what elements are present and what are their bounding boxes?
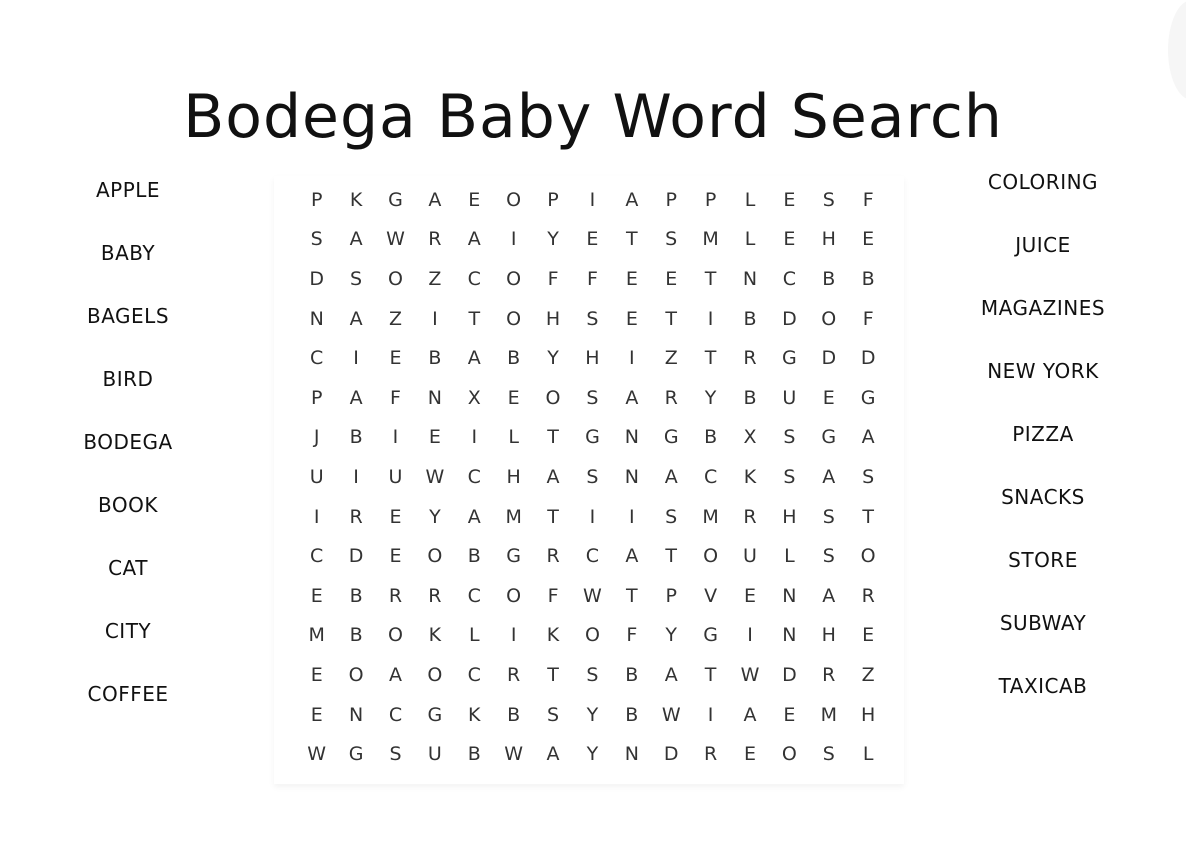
- grid-letter-cell[interactable]: A: [861, 426, 875, 449]
- grid-letter-cell[interactable]: G: [388, 188, 403, 211]
- grid-letter-cell[interactable]: R: [507, 663, 521, 686]
- grid-letter-cell[interactable]: B: [704, 426, 718, 449]
- grid-letter-cell[interactable]: U: [309, 465, 324, 488]
- grid-letter-cell[interactable]: O: [348, 663, 364, 686]
- grid-letter-cell[interactable]: N: [782, 624, 797, 647]
- grid-letter-cell[interactable]: E: [389, 347, 402, 370]
- word-list-item-left: BAGELS: [86, 304, 170, 328]
- grid-letter-cell[interactable]: T: [704, 663, 717, 686]
- grid-letter-cell[interactable]: Z: [664, 347, 678, 370]
- grid-letter-cell[interactable]: S: [310, 228, 323, 251]
- grid-letter-cell[interactable]: L: [784, 545, 795, 568]
- grid-letter-cell[interactable]: W: [583, 584, 602, 607]
- grid-letter-cell[interactable]: T: [547, 505, 559, 528]
- grid-letter-cell[interactable]: S: [783, 426, 796, 449]
- grid-letter-cell[interactable]: D: [348, 545, 364, 568]
- grid-letter-cell[interactable]: E: [507, 386, 520, 409]
- grid-letter-cell[interactable]: O: [387, 267, 403, 290]
- grid-letter-cell[interactable]: B: [349, 584, 363, 607]
- grid-letter-cell[interactable]: S: [862, 465, 875, 488]
- grid-letter-cell[interactable]: O: [584, 624, 600, 647]
- grid-letter-cell[interactable]: Z: [861, 663, 875, 686]
- grid-letter-cell[interactable]: E: [743, 743, 756, 766]
- grid-letter-cell[interactable]: W: [504, 743, 524, 766]
- grid-letter-cell[interactable]: M: [702, 505, 719, 528]
- grid-letter-cell[interactable]: E: [822, 386, 835, 409]
- grid-letter-cell[interactable]: U: [743, 545, 757, 568]
- grid-letter-cell[interactable]: M: [505, 505, 522, 528]
- grid-letter-cell[interactable]: A: [546, 743, 560, 766]
- grid-letter-cell[interactable]: A: [625, 386, 639, 409]
- grid-letter-cell[interactable]: Y: [704, 386, 717, 409]
- grid-letter-cell[interactable]: B: [625, 663, 639, 686]
- grid-letter-cell[interactable]: A: [743, 703, 757, 726]
- grid-letter-cell[interactable]: N: [624, 743, 639, 766]
- grid-letter-cell[interactable]: Y: [547, 228, 559, 251]
- grid-letter-cell[interactable]: B: [625, 703, 639, 726]
- grid-letter-cell[interactable]: E: [665, 267, 678, 290]
- grid-letter-cell[interactable]: A: [388, 663, 402, 686]
- grid-letter-cell[interactable]: E: [310, 584, 323, 607]
- grid-letter-cell[interactable]: B: [743, 386, 757, 409]
- grid-letter-cell[interactable]: R: [428, 584, 442, 607]
- grid-letter-cell[interactable]: L: [744, 228, 756, 251]
- page-title: Bodega Baby Word Search: [183, 82, 1003, 153]
- grid-letter-cell[interactable]: P: [547, 188, 559, 211]
- grid-letter-cell[interactable]: D: [309, 267, 325, 290]
- grid-letter-cell[interactable]: O: [427, 663, 443, 686]
- word-list-item-right: STORE: [1008, 548, 1078, 572]
- word-list-item-left: CAT: [108, 556, 148, 580]
- grid-letter-cell[interactable]: Y: [547, 347, 559, 370]
- grid-letter-cell[interactable]: A: [349, 386, 363, 409]
- word-list-item-left: BIRD: [102, 367, 154, 391]
- grid-letter-cell[interactable]: F: [626, 624, 638, 647]
- grid-letter-cell[interactable]: Y: [665, 624, 678, 647]
- grid-letter-cell[interactable]: M: [308, 624, 325, 647]
- grid-letter-cell[interactable]: D: [782, 663, 797, 686]
- grid-letter-cell[interactable]: H: [585, 347, 600, 370]
- grid-letter-cell[interactable]: N: [427, 386, 442, 409]
- grid-letter-cell[interactable]: C: [310, 545, 324, 568]
- word-list-item-right: SNACKS: [1001, 485, 1085, 509]
- grid-letter-cell[interactable]: S: [350, 267, 363, 290]
- grid-letter-cell[interactable]: T: [665, 545, 678, 568]
- grid-letter-cell[interactable]: L: [468, 624, 480, 647]
- grid-letter-cell[interactable]: W: [425, 465, 445, 488]
- grid-letter-cell[interactable]: S: [586, 663, 599, 686]
- grid-letter-cell[interactable]: Z: [388, 307, 402, 330]
- grid-letter-cell[interactable]: F: [390, 386, 401, 409]
- grid-letter-cell[interactable]: O: [506, 307, 522, 330]
- grid-letter-cell[interactable]: I: [510, 624, 517, 647]
- grid-letter-cell[interactable]: L: [862, 743, 874, 766]
- grid-letter-cell[interactable]: A: [664, 663, 678, 686]
- grid-letter-cell[interactable]: G: [663, 426, 679, 449]
- word-list-item-left: CITY: [104, 619, 152, 643]
- grid-letter-cell[interactable]: A: [664, 465, 678, 488]
- grid-letter-cell[interactable]: R: [743, 347, 757, 370]
- grid-letter-cell[interactable]: C: [388, 703, 403, 726]
- grid-letter-cell[interactable]: S: [586, 307, 599, 330]
- grid-letter-cell[interactable]: O: [545, 386, 561, 409]
- grid-letter-cell[interactable]: C: [585, 545, 600, 568]
- grid-letter-cell[interactable]: A: [625, 188, 639, 211]
- grid-letter-cell[interactable]: O: [506, 267, 522, 290]
- grid-letter-cell[interactable]: H: [545, 307, 561, 330]
- grid-letter-cell[interactable]: E: [625, 267, 638, 290]
- grid-letter-cell[interactable]: B: [467, 743, 481, 766]
- grid-letter-cell[interactable]: I: [589, 505, 596, 528]
- grid-letter-cell[interactable]: U: [782, 386, 797, 409]
- word-list-item-right: TAXICAB: [998, 674, 1088, 698]
- grid-letter-cell[interactable]: G: [427, 703, 443, 726]
- grid-letter-cell[interactable]: E: [468, 188, 481, 211]
- grid-letter-cell[interactable]: B: [507, 347, 521, 370]
- grid-letter-cell[interactable]: S: [822, 505, 835, 528]
- grid-letter-cell[interactable]: S: [822, 743, 835, 766]
- grid-letter-cell[interactable]: B: [507, 703, 521, 726]
- grid-letter-cell[interactable]: N: [624, 426, 639, 449]
- grid-letter-cell[interactable]: R: [704, 743, 718, 766]
- word-list-item-left: BABY: [100, 241, 156, 265]
- grid-letter-cell[interactable]: E: [389, 505, 402, 528]
- grid-letter-cell[interactable]: E: [389, 545, 402, 568]
- grid-letter-cell[interactable]: C: [467, 584, 481, 607]
- grid-letter-cell[interactable]: B: [822, 267, 836, 290]
- grid-letter-cell[interactable]: P: [310, 386, 323, 409]
- grid-letter-cell[interactable]: A: [349, 228, 363, 251]
- grid-letter-cell[interactable]: E: [743, 584, 756, 607]
- grid-letter-cell[interactable]: S: [665, 228, 678, 251]
- word-list-item-right: SUBWAY: [999, 611, 1087, 635]
- grid-letter-cell[interactable]: M: [820, 703, 837, 726]
- grid-letter-cell[interactable]: W: [661, 703, 681, 726]
- word-list-item-right: COLORING: [987, 170, 1099, 194]
- grid-letter-cell[interactable]: V: [704, 584, 718, 607]
- grid-letter-cell[interactable]: W: [386, 228, 405, 251]
- grid-letter-cell[interactable]: R: [546, 545, 560, 568]
- grid-letter-cell[interactable]: I: [747, 624, 753, 647]
- grid-letter-cell[interactable]: X: [743, 426, 757, 449]
- grid-letter-cell[interactable]: O: [781, 743, 797, 766]
- grid-letter-cell[interactable]: R: [743, 505, 757, 528]
- grid-letter-cell[interactable]: I: [510, 228, 517, 251]
- letter-grid: [297, 180, 888, 774]
- grid-letter-cell[interactable]: W: [740, 663, 760, 686]
- grid-letter-cell[interactable]: I: [313, 505, 320, 528]
- grid-letter-cell[interactable]: A: [546, 465, 560, 488]
- grid-letter-cell[interactable]: G: [782, 347, 797, 370]
- grid-letter-cell[interactable]: H: [782, 505, 797, 528]
- grid-letter-cell[interactable]: E: [862, 624, 875, 647]
- grid-letter-cell[interactable]: S: [822, 545, 835, 568]
- grid-letter-cell[interactable]: T: [704, 267, 717, 290]
- grid-letter-cell[interactable]: C: [782, 267, 797, 290]
- grid-letter-cell[interactable]: G: [703, 624, 718, 647]
- grid-letter-cell[interactable]: L: [744, 188, 756, 211]
- grid-letter-cell[interactable]: N: [348, 703, 364, 726]
- grid-letter-cell[interactable]: Z: [428, 267, 442, 290]
- word-list-item-right: JUICE: [1015, 233, 1071, 257]
- grid-letter-cell[interactable]: G: [506, 545, 522, 568]
- grid-letter-cell[interactable]: C: [467, 465, 481, 488]
- grid-letter-cell[interactable]: K: [428, 624, 442, 647]
- grid-letter-cell[interactable]: T: [626, 584, 638, 607]
- grid-letter-cell[interactable]: K: [349, 188, 363, 211]
- grid-letter-cell[interactable]: R: [822, 663, 836, 686]
- grid-letter-cell[interactable]: B: [428, 347, 442, 370]
- grid-letter-cell[interactable]: B: [349, 426, 363, 449]
- grid-letter-cell[interactable]: A: [467, 228, 481, 251]
- grid-letter-cell[interactable]: H: [506, 465, 521, 488]
- grid-letter-cell[interactable]: Y: [586, 703, 599, 726]
- grid-letter-cell[interactable]: I: [392, 426, 399, 449]
- grid-letter-cell[interactable]: D: [821, 347, 837, 370]
- grid-letter-cell[interactable]: F: [547, 584, 559, 607]
- word-list-item-left: COFFEE: [87, 682, 169, 706]
- grid-letter-cell[interactable]: G: [821, 426, 837, 449]
- grid-letter-cell[interactable]: C: [310, 347, 324, 370]
- grid-letter-cell[interactable]: T: [547, 426, 559, 449]
- grid-letter-cell[interactable]: D: [663, 743, 679, 766]
- grid-letter-cell[interactable]: G: [585, 426, 600, 449]
- grid-letter-cell[interactable]: E: [625, 307, 638, 330]
- word-list-item-left: BOOK: [98, 493, 158, 517]
- grid-letter-cell[interactable]: O: [506, 188, 522, 211]
- grid-letter-cell[interactable]: E: [428, 426, 441, 449]
- grid-letter-cell[interactable]: K: [546, 624, 560, 647]
- grid-letter-cell[interactable]: S: [586, 465, 599, 488]
- grid-letter-cell[interactable]: I: [589, 188, 596, 211]
- word-list-item-right: PIZZA: [1012, 422, 1074, 446]
- grid-letter-cell[interactable]: R: [388, 584, 403, 607]
- grid-letter-cell[interactable]: N: [309, 307, 324, 330]
- grid-letter-cell[interactable]: E: [783, 703, 796, 726]
- grid-letter-cell[interactable]: B: [743, 307, 757, 330]
- grid-letter-cell[interactable]: M: [702, 228, 719, 251]
- word-list-item-right: NEW YORK: [987, 359, 1099, 383]
- grid-letter-cell[interactable]: I: [353, 347, 359, 370]
- word-list-item-left: BODEGA: [83, 430, 173, 454]
- grid-letter-cell[interactable]: O: [427, 545, 443, 568]
- grid-letter-cell[interactable]: F: [547, 267, 559, 290]
- word-list-item-left: APPLE: [95, 178, 161, 202]
- grid-letter-cell[interactable]: I: [707, 307, 714, 330]
- grid-letter-cell[interactable]: A: [625, 545, 639, 568]
- grid-letter-cell[interactable]: C: [467, 663, 481, 686]
- grid-letter-cell[interactable]: X: [467, 386, 481, 409]
- grid-letter-cell[interactable]: E: [783, 228, 796, 251]
- grid-letter-cell[interactable]: I: [471, 426, 478, 449]
- grid-letter-cell[interactable]: T: [626, 228, 638, 251]
- word-list-item-right: MAGAZINES: [980, 296, 1106, 320]
- grid-letter-cell[interactable]: B: [349, 624, 363, 647]
- grid-letter-cell[interactable]: J: [313, 426, 320, 449]
- grid-letter-cell[interactable]: A: [349, 307, 363, 330]
- grid-letter-cell[interactable]: F: [586, 267, 598, 290]
- grid-letter-cell[interactable]: F: [862, 307, 874, 330]
- grid-letter-cell[interactable]: C: [467, 267, 481, 290]
- grid-letter-cell[interactable]: D: [860, 347, 876, 370]
- grid-letter-cell[interactable]: N: [742, 267, 758, 290]
- grid-letter-cell[interactable]: R: [664, 386, 678, 409]
- grid-letter-cell[interactable]: A: [822, 584, 836, 607]
- grid-letter-cell[interactable]: R: [428, 228, 442, 251]
- grid-letter-cell[interactable]: W: [307, 743, 327, 766]
- grid-letter-cell[interactable]: I: [629, 505, 635, 528]
- grid-letter-cell[interactable]: S: [547, 703, 560, 726]
- puzzle-grid-panel: [274, 176, 904, 784]
- grid-letter-cell[interactable]: E: [310, 663, 323, 686]
- grid-letter-cell[interactable]: I: [432, 307, 438, 330]
- grid-letter-cell[interactable]: T: [704, 347, 717, 370]
- grid-letter-cell[interactable]: K: [468, 703, 481, 726]
- grid-letter-cell[interactable]: O: [860, 545, 876, 568]
- grid-letter-cell[interactable]: A: [822, 465, 836, 488]
- grid-letter-cell[interactable]: D: [782, 307, 797, 330]
- grid-letter-cell[interactable]: O: [506, 584, 522, 607]
- grid-letter-cell[interactable]: S: [822, 188, 835, 211]
- grid-letter-cell[interactable]: A: [467, 505, 481, 528]
- grid-letter-cell[interactable]: I: [707, 703, 714, 726]
- grid-letter-cell[interactable]: R: [861, 584, 875, 607]
- grid-letter-cell[interactable]: G: [860, 386, 876, 409]
- grid-letter-cell[interactable]: T: [547, 663, 559, 686]
- grid-letter-cell[interactable]: S: [783, 465, 796, 488]
- grid-letter-cell[interactable]: Y: [586, 743, 599, 766]
- grid-letter-cell[interactable]: H: [821, 624, 836, 647]
- grid-letter-cell[interactable]: L: [508, 426, 519, 449]
- grid-letter-cell[interactable]: K: [743, 465, 757, 488]
- grid-letter-cell[interactable]: I: [353, 465, 359, 488]
- grid-letter-cell[interactable]: H: [861, 703, 876, 726]
- grid-letter-cell[interactable]: E: [586, 228, 599, 251]
- grid-letter-cell[interactable]: H: [821, 228, 836, 251]
- grid-letter-cell[interactable]: P: [704, 188, 717, 211]
- grid-letter-cell[interactable]: O: [703, 545, 719, 568]
- grid-letter-cell[interactable]: N: [624, 465, 639, 488]
- grid-letter-cell[interactable]: T: [862, 505, 874, 528]
- grid-letter-cell[interactable]: P: [310, 188, 323, 211]
- grid-letter-cell[interactable]: I: [629, 347, 635, 370]
- grid-letter-cell[interactable]: O: [821, 307, 837, 330]
- grid-letter-cell[interactable]: A: [467, 347, 481, 370]
- grid-letter-cell[interactable]: B: [861, 267, 875, 290]
- grid-letter-cell[interactable]: T: [468, 307, 481, 330]
- grid-letter-cell[interactable]: E: [310, 703, 323, 726]
- grid-letter-cell[interactable]: R: [349, 505, 363, 528]
- grid-letter-cell[interactable]: O: [387, 624, 403, 647]
- grid-letter-cell[interactable]: S: [586, 386, 599, 409]
- grid-letter-cell[interactable]: S: [665, 505, 678, 528]
- grid-letter-cell[interactable]: S: [389, 743, 402, 766]
- grid-letter-cell[interactable]: P: [665, 188, 677, 211]
- grid-letter-cell[interactable]: U: [427, 743, 442, 766]
- grid-letter-cell[interactable]: T: [665, 307, 678, 330]
- grid-letter-cell[interactable]: Y: [429, 505, 441, 528]
- grid-letter-cell[interactable]: C: [703, 465, 718, 488]
- grid-letter-cell[interactable]: E: [862, 228, 875, 251]
- grid-letter-cell[interactable]: U: [388, 465, 403, 488]
- grid-letter-cell[interactable]: F: [862, 188, 874, 211]
- grid-letter-cell[interactable]: G: [348, 743, 364, 766]
- grid-letter-cell[interactable]: E: [783, 188, 796, 211]
- grid-letter-cell[interactable]: A: [428, 188, 442, 211]
- grid-letter-cell[interactable]: P: [665, 584, 677, 607]
- grid-letter-cell[interactable]: N: [782, 584, 797, 607]
- grid-letter-cell[interactable]: B: [467, 545, 481, 568]
